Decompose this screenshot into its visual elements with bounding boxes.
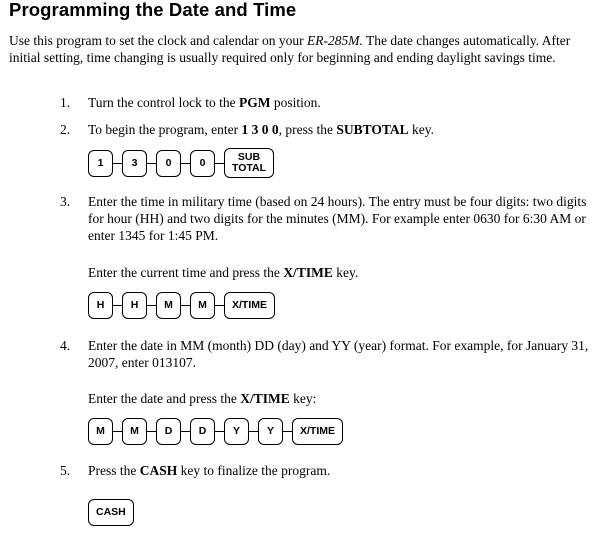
bold-text: CASH [139, 463, 178, 478]
text-run: key. [408, 122, 435, 137]
key-connector [283, 431, 292, 432]
key-connector [215, 431, 224, 432]
text-run: key to finalize the program. [177, 463, 331, 478]
key-m: M [156, 292, 181, 319]
model-name: ER-285M. [307, 33, 363, 48]
step-text [88, 121, 600, 138]
key-h: H [122, 292, 147, 319]
step-text [88, 462, 600, 479]
text-run: Enter the current time and press the [88, 265, 284, 280]
step-number: 4. [60, 338, 71, 353]
key-m: M [122, 418, 147, 445]
bold-text: SUBTOTAL [336, 122, 409, 137]
key-x-time: X/TIME [224, 292, 275, 319]
key-connector [215, 305, 224, 306]
text-run: To begin the program, enter [88, 122, 242, 137]
key-y: Y [224, 418, 249, 445]
key-connector [181, 305, 190, 306]
key-connector [181, 431, 190, 432]
bold-text: 1 3 0 0 [241, 122, 279, 137]
text-run: Enter the time in military time (based on 24 hours). The entry must be four digits: two digits for hour (HH) and two digits for the minutes (MM). For example enter 0630 for 6:30 AM or enter 1345 for 1:45 PM. [88, 194, 587, 243]
key-connector [147, 163, 156, 164]
intro-text-after: The date changes automatically. After initial setting, time changing is usually required only for beginning and ending daylight savings time. [9, 33, 571, 65]
step-number: 2. [60, 122, 71, 137]
step-instruction [88, 390, 598, 407]
key-y: Y [258, 418, 283, 445]
intro-text-before: Use this program to set the clock and calendar on your [9, 33, 308, 48]
key-connector [249, 431, 258, 432]
text-run: Turn the control lock to the [88, 95, 239, 110]
key-0: 0 [190, 150, 215, 177]
step-number: 5. [60, 463, 71, 478]
text-run: Press the [88, 463, 140, 478]
key-3: 3 [122, 150, 147, 177]
key-sequence [88, 499, 134, 526]
text-run: Enter the date and press the [88, 391, 241, 406]
key-sub-total: SUB TOTAL [224, 148, 274, 178]
key-x-time: X/TIME [292, 418, 343, 445]
key-cash: CASH [88, 499, 134, 526]
key-d: D [190, 418, 215, 445]
step-number: 1. [60, 95, 71, 110]
text-run: key. [332, 265, 359, 280]
key-connector [147, 431, 156, 432]
step-text [88, 94, 600, 111]
text-run: key: [289, 391, 317, 406]
key-0: 0 [156, 150, 181, 177]
bold-text: X/TIME [240, 391, 290, 406]
step-number: 3. [60, 194, 71, 209]
page-title: Programming the Date and Time [9, 0, 297, 20]
bold-text: X/TIME [283, 265, 333, 280]
bold-text: PGM [239, 95, 271, 110]
step-text [88, 193, 600, 244]
key-h: H [88, 292, 113, 319]
intro-paragraph [9, 32, 599, 66]
key-d: D [156, 418, 181, 445]
key-m: M [88, 418, 113, 445]
key-connector [147, 305, 156, 306]
step-text [88, 337, 600, 371]
key-connector [113, 163, 122, 164]
key-sequence [88, 148, 274, 178]
text-run: , press the [278, 122, 337, 137]
key-1: 1 [88, 150, 113, 177]
step-instruction [88, 264, 598, 281]
key-sequence [88, 292, 275, 319]
key-connector [181, 163, 190, 164]
key-connector [215, 163, 224, 164]
key-sequence [88, 418, 343, 445]
text-run: Enter the date in MM (month) DD (day) and YY (year) format. For example, for January 31, 2007, enter 013107. [88, 338, 589, 370]
text-run: position. [270, 95, 321, 110]
key-connector [113, 431, 122, 432]
key-connector [113, 305, 122, 306]
key-m: M [190, 292, 215, 319]
